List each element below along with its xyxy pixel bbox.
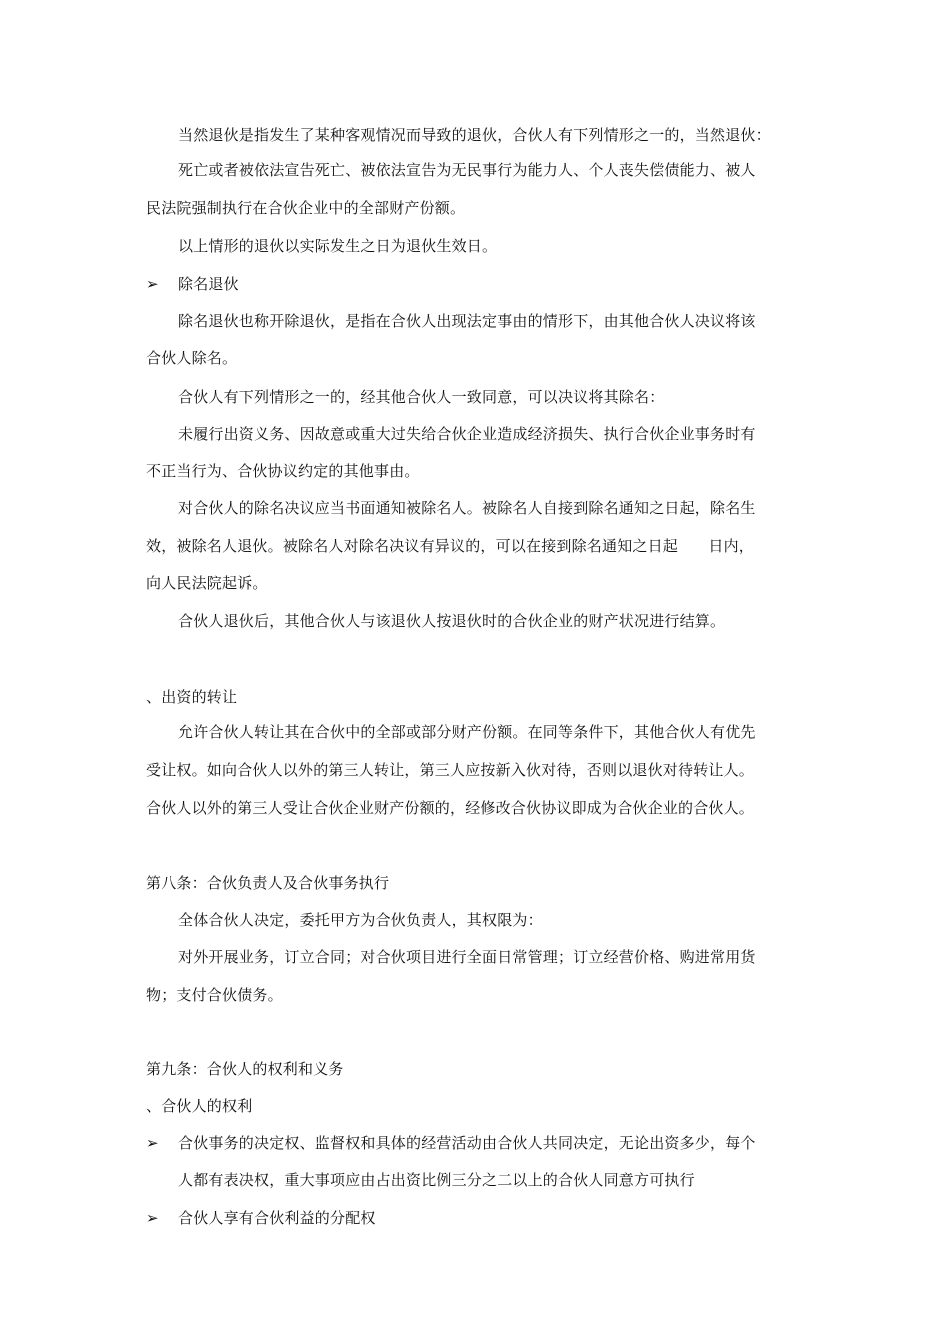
paragraph-line: 当然退伙是指发生了某种客观情况而导致的退伙，合伙人有下列情形之一的，当然退伙： bbox=[178, 126, 771, 144]
paragraph-line: 死亡或者被依法宣告死亡、被依法宣告为无民事行为能力人、个人丧失偿债能力、被人 bbox=[178, 161, 756, 179]
paragraph-line: 除名退伙也称开除退伙，是指在合伙人出现法定事由的情形下，由其他合伙人决议将该 bbox=[178, 312, 756, 330]
paragraph-line: 合伙人退伙后，其他合伙人与该退伙人按退伙时的合伙企业的财产状况进行结算。 bbox=[178, 612, 726, 630]
paragraph-line: 对合伙人的除名决议应当书面通知被除名人。被除名人自接到除名通知之日起，除名生 bbox=[178, 499, 756, 517]
paragraph-line: 不正当行为、合伙协议约定的其他事由。 bbox=[146, 462, 420, 480]
section-heading: 、合伙人的权利 bbox=[146, 1097, 253, 1115]
paragraph-line: 对外开展业务，订立合同；对合伙项目进行全面日常管理；订立经营价格、购进常用货 bbox=[178, 948, 756, 966]
paragraph-line: 全体合伙人决定，委托甲方为合伙负责人，其权限为： bbox=[178, 911, 543, 929]
arrowhead-bullet-icon: ➢ bbox=[146, 1134, 159, 1152]
paragraph-line: 向人民法院起诉。 bbox=[146, 574, 268, 592]
list-item-continuation: 人都有表决权，重大事项应由占出资比例三分之二以上的合伙人同意方可执行 bbox=[178, 1171, 695, 1189]
paragraph-line: 合伙人除名。 bbox=[146, 349, 238, 367]
list-item: 合伙人享有合伙利益的分配权 bbox=[178, 1209, 376, 1227]
section-heading: 、出资的转让 bbox=[146, 688, 238, 706]
paragraph-line: 效，被除名人退伙。被除名人对除名决议有异议的，可以在接到除名通知之日起 日内， bbox=[146, 537, 755, 555]
article-heading: 第九条：合伙人的权利和义务 bbox=[146, 1060, 344, 1078]
list-item: 合伙事务的决定权、监督权和具体的经营活动由合伙人共同决定，无论出资多少，每个 bbox=[178, 1134, 756, 1152]
paragraph-line: 民法院强制执行在合伙企业中的全部财产份额。 bbox=[146, 199, 466, 217]
arrowhead-bullet-icon: ➢ bbox=[146, 275, 159, 293]
paragraph-line: 以上情形的退伙以实际发生之日为退伙生效日。 bbox=[178, 237, 498, 255]
arrowhead-bullet-icon: ➢ bbox=[146, 1209, 159, 1227]
article-heading: 第八条：合伙负责人及合伙事务执行 bbox=[146, 874, 390, 892]
paragraph-line: 受让权。如向合伙人以外的第三人转让，第三人应按新入伙对待，否则以退伙对待转让人。 bbox=[146, 761, 755, 779]
paragraph-line: 允许合伙人转让其在合伙中的全部或部分财产份额。在同等条件下，其他合伙人有优先 bbox=[178, 723, 756, 741]
paragraph-line: 合伙人以外的第三人受让合伙企业财产份额的，经修改合伙协议即成为合伙企业的合伙人。 bbox=[146, 799, 755, 817]
paragraph-line: 合伙人有下列情形之一的，经其他合伙人一致同意，可以决议将其除名： bbox=[178, 388, 665, 406]
paragraph-line: 物；支付合伙债务。 bbox=[146, 986, 283, 1004]
subheading: 除名退伙 bbox=[178, 275, 239, 293]
paragraph-line: 未履行出资义务、因故意或重大过失给合伙企业造成经济损失、执行合伙企业事务时有 bbox=[178, 425, 756, 443]
